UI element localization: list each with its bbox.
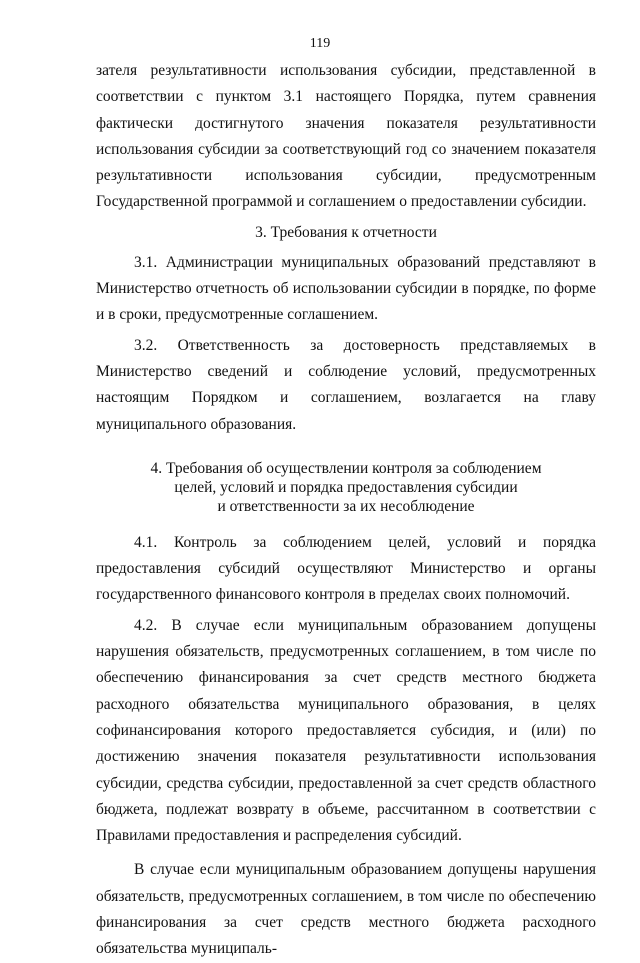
document-body <box>96 58 596 963</box>
page-number: 119 <box>309 36 331 51</box>
paragraph-3-1: 3.1. Администрации муниципальных образований представляют в Министерство отчетность об использовании субсидии в порядке, по форме и в сроки, предусмотренные соглашением. <box>96 253 596 324</box>
paragraph-continuation: зателя результативности использования субсидии, представленной в соответствии с пунктом 3.1 настоящего Порядка, путем сравнения фактически достигнутого значения показателя результативности использования субсидии за соответствующий год со значением показателя результативности использования субсидии, предусмотренным Государственной программой и соглашением о предоставлении субсидии. <box>96 62 596 211</box>
section-4-heading <box>96 459 596 516</box>
section-4-heading-line: целей, условий и порядка предоставления субсидии <box>174 478 518 496</box>
paragraph-3-2: 3.2. Ответственность за достоверность представляемых в Министерство сведений и соблюдение условий, предусмотренных настоящим Порядком и соглашением, возлагается на главу муниципального образования. <box>96 336 596 433</box>
section-4-heading-line: 4. Требования об осуществлении контроля за соблюдением <box>150 459 542 477</box>
paragraph-continued: В случае если муниципальным образованием допущены нарушения обязательств, предусмотренных соглашением, в том числе по обеспечению финансирования за счет средств местного бюджета расходного обязательства муниципаль- <box>96 861 596 958</box>
paragraph-4-2: 4.2. В случае если муниципальным образованием допущены нарушения обязательств, предусмотренных соглашением, в том числе по обеспечению финансирования за счет средств местного бюджета расходного обязательства муниципального образования, в целях софинансирования которого предоставляется субсидия, и (или) по достижению значения показателя результативности использования субсидии, средства субсидии, предоставленной за счет средств областного бюджета, подлежат возврату в объеме, рассчитанном в соответствии с Правилами предоставления и распределения субсидий. <box>96 616 596 845</box>
paragraph-4-1: 4.1. Контроль за соблюдением целей, условий и порядка предоставления субсидий осуществляют Министерство и органы государственного финансового контроля в пределах своих полномочий. <box>96 533 596 604</box>
section-3-heading: 3. Требования к отчетности <box>255 223 437 241</box>
section-4-heading-line: и ответственности за их несоблюдение <box>217 497 475 515</box>
